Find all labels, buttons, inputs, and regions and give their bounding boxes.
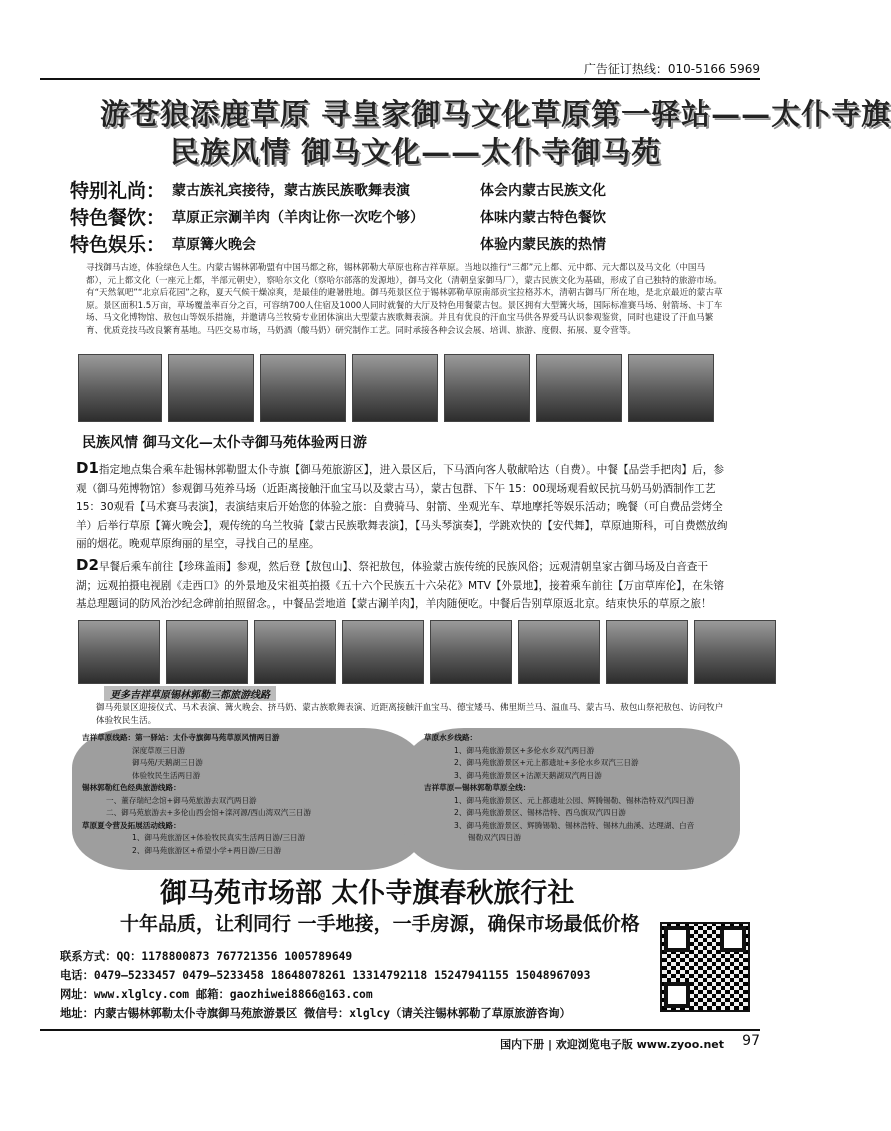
slogan: 十年品质，让利同行 一手地接，一手房源，确保市场最低价格 [120,913,640,935]
route-line: 御马苑/天鹅湖三日游 [132,758,203,767]
feature-text-dining: 草原正宗涮羊肉（羊肉让你一次吃个够） [172,210,424,226]
day1-text: 指定地点集合乘车赴锡林郭勒盟太仆寺旗【御马苑旅游区】，进入景区后，下马酒向客人敬献哈达（自费）。中餐【品尝手把肉】后，参观（御马苑博物馆）参观御马苑养马场（近距离接触汗血宝马以及蒙古马），蒙古包群、下午 15：00现场观看蚁民抗马奶马奶酒制作工艺 15：30观看【马术赛马表演】，表演结束后开始您的体验之旅：自费骑马、射箭、坐观光车、草地摩托等娱乐活动；晚餐（可自费品尝烤全羊）后举行草原【篝火晚会】，观传统的乌兰牧骑【蒙古民族歌舞表演】，【马头琴演奏】，学跳欢快的【安代舞】，草原迪斯科，可自费燃放绚丽的烟花。晚观草原绚丽的星空，寻找自己的星座。 [76,464,728,550]
photo-performer [518,620,600,684]
feature-label-entertainment: 特色娱乐： [70,234,166,256]
route-line: 1、御马苑旅游区+体验牧民真实生活两日游/三日游 [132,833,306,842]
company-name: 御马苑市场部 太仆寺旗春秋旅行社 [160,878,575,909]
photo-monument [78,354,162,422]
headline-line2: 民族风情 御马文化——太仆寺御马苑 [170,135,662,169]
page-footer: 国内下册 | 欢迎浏览电子版 www.zyoo.net [500,1038,724,1051]
photo-sunset [628,354,714,422]
photo-horse-acrobat [78,620,160,684]
route-line: 3、御马苑旅游景区、辉腾锡勒、锡林浩特、锡林九曲溪、达理湖、白音 [454,820,695,830]
route-line: 锡林郭勒红色经典旅游线路： [82,783,181,792]
photo-stable [254,620,336,684]
feature-label-etiquette: 特别礼尚： [70,180,166,202]
contact-qq: 联系方式：QQ：1178800873 767721356 1005789649 [60,950,353,963]
photo-grassland [168,354,254,422]
photo-strip-top [78,354,714,422]
route-line: 2、御马苑旅游景区、锡林浩特、西乌旗双汽四日游 [454,808,626,817]
route-line: 锡勒双汽四日游 [468,833,522,842]
contact-phone: 电话：0479—5233457 0479—5233458 18648078261 13314792118 15247941155 15048967093 [60,969,591,982]
route-line: 吉祥草原线路：第一驿站：太仆寺旗御马苑草原风情两日游 [82,733,280,742]
routes-panel-right [404,728,740,870]
contact-address: 地址：内蒙古锡林郭勒太仆寺旗御马苑旅游景区 微信号：xlglcy（请关注锡林郭勒了草原旅游咨询） [60,1007,571,1020]
route-line: 2、御马苑旅游区+希望小学+两日游/三日游 [132,845,282,855]
route-line: 深度草原三日游 [132,745,186,755]
photo-building [444,354,530,422]
itinerary-day1 [76,459,728,554]
qr-finder [720,926,746,952]
routes-right-list [424,732,734,845]
route-line: 3、御马苑旅游景区+沽源天鹅湖双汽两日游 [454,770,602,780]
tour-items: 御马苑景区迎接仪式、马术表演、篝火晚会、挤马奶、蒙古族歌舞表演、近距离接触汗血宝马、德宝矮马、佛里斯兰马、温血马、蒙古马、敖包山祭祀敖包、访问牧户体验牧民生活。 [96,703,724,726]
photo-horizon [352,354,438,422]
feature-right-entertainment: 体验内蒙民族的热情 [480,237,606,253]
photo-horses-field [430,620,512,684]
route-line: 二、御马苑旅游去+多伦山西会馆+滦河源/西山湾双汽三日游 [106,808,312,817]
itinerary-day2 [76,556,728,614]
bottom-rule [40,1029,760,1031]
photo-sheep [536,354,622,422]
day2-label: D2 [76,556,99,574]
photo-horse-rider [166,620,248,684]
routes-left-list [82,732,412,857]
day2-text: 早餐后乘车前往【珍珠盖雨】参观，然后登【敖包山】、祭祀敖包，体验蒙古族传统的民族风俗；远观清朝皇家古御马场及白音查干湖；远观拍摄电视剧《走西口》的外景地及宋祖英拍摄《五十六个民族五十六朵花》MTV【外景地】，接着乘车前往【万亩草库伦】，在朱镕基总理题词的防风治沙纪念碑前拍照留念。，中餐品尝地道【蒙古涮羊肉】，羊肉随便吃。中餐后告别草原返北京。结束快乐的草原之旅！ [76,561,724,610]
feature-text-etiquette: 蒙古族礼宾接待，蒙古族民族歌舞表演 [172,183,410,199]
route-line: 1、御马苑旅游景区+多伦水乡双汽两日游 [454,745,595,755]
tour-banner: 更多吉祥草原锡林郭勒三都旅游线路 [104,686,276,701]
route-line: 草原夏令营及拓展活动线路： [82,820,181,830]
qr-code-icon [660,922,750,1012]
feature-label-dining: 特色餐饮： [70,207,166,229]
feature-right-etiquette: 体会内蒙古民族文化 [480,183,606,199]
feature-right-dining: 体味内蒙古特色餐饮 [480,210,606,226]
ad-hotline: 广告征订热线：010-5166 5969 [583,62,760,76]
photo-plain [260,354,346,422]
top-rule [40,78,760,80]
intro-paragraph: 寻找御马古迹，体验绿色人生。内蒙古锡林郭勒盟有中国马都之称，锡林郭勒大草原也称吉祥草原。当地以推行“三都”元上都、元中都、元大都以及马文化（中国马都），元上都文化（一座元上都，半部元朝史），察哈尔文化（察哈尔部落的发源地），御马文化（清朝皇家御马厂），蒙古民族文化为基础，形成了自己独特的旅游市场。有“天然氧吧”“北京后花园”之称，夏天气候干燥凉爽，是最佳的避暑胜地。御马苑景区位于锡林郭勒草原南部贡宝拉格苏木，清朝古御马厂所在地，是北京最近的蒙古草原。景区面积1.5万亩，草场覆盖率百分之百，可容纳700人住宿及1000人同时就餐的大厅及特色用餐蒙古包。景区拥有大型篝火场，国际标准赛马场、射箭场、卡丁车场、马文化博物馆、敖包山等娱乐措施，并邀请乌兰牧骑专业团体演出大型蒙古族歌舞表演。并且有优良的汗血宝马供各界爱马认识参观鉴赏，同时也建设了汗血马繁育、优质竞技马改良繁育基地。马匹交易市场，马奶酒（酸马奶）研究制作工艺。同时承接各种会议会展、培训、旅游、度假、拓展、夏令营等。 [86,263,723,336]
route-line: 体验牧民生活两日游 [132,770,201,780]
feature-text-entertainment: 草原篝火晚会 [172,237,256,253]
page-number: 97 [742,1033,760,1049]
route-line: 草原水乡线路： [424,733,478,742]
headline-line1: 游苍狼添鹿草原 寻皇家御马文化草原第一驿站——太仆寺旗 [100,97,891,131]
route-line: 吉祥草原—锡林郭勒草原全线： [424,783,531,792]
route-line: 一、董存瑞纪念馆+御马苑旅游去双汽两日游 [106,795,257,805]
qr-finder [664,926,690,952]
photo-strip-bottom [78,620,776,684]
route-line: 2、御马苑旅游景区+元上都遗址+多伦水乡双汽三日游 [454,758,639,767]
day1-label: D1 [76,459,99,477]
photo-hall [694,620,776,684]
photo-racecourse [342,620,424,684]
photo-museum [606,620,688,684]
contact-web-email: 网址：www.xlglcy.com 邮箱：gaozhiwei8866@163.com [60,988,373,1001]
itinerary-title: 民族风情 御马文化—太仆寺御马苑体验两日游 [82,435,367,451]
routes-panel-left [72,728,424,870]
route-line: 1、御马苑旅游景区、元上都遗址公园、辉腾锡勒、锡林浩特双汽四日游 [454,795,695,805]
qr-finder [664,982,690,1008]
